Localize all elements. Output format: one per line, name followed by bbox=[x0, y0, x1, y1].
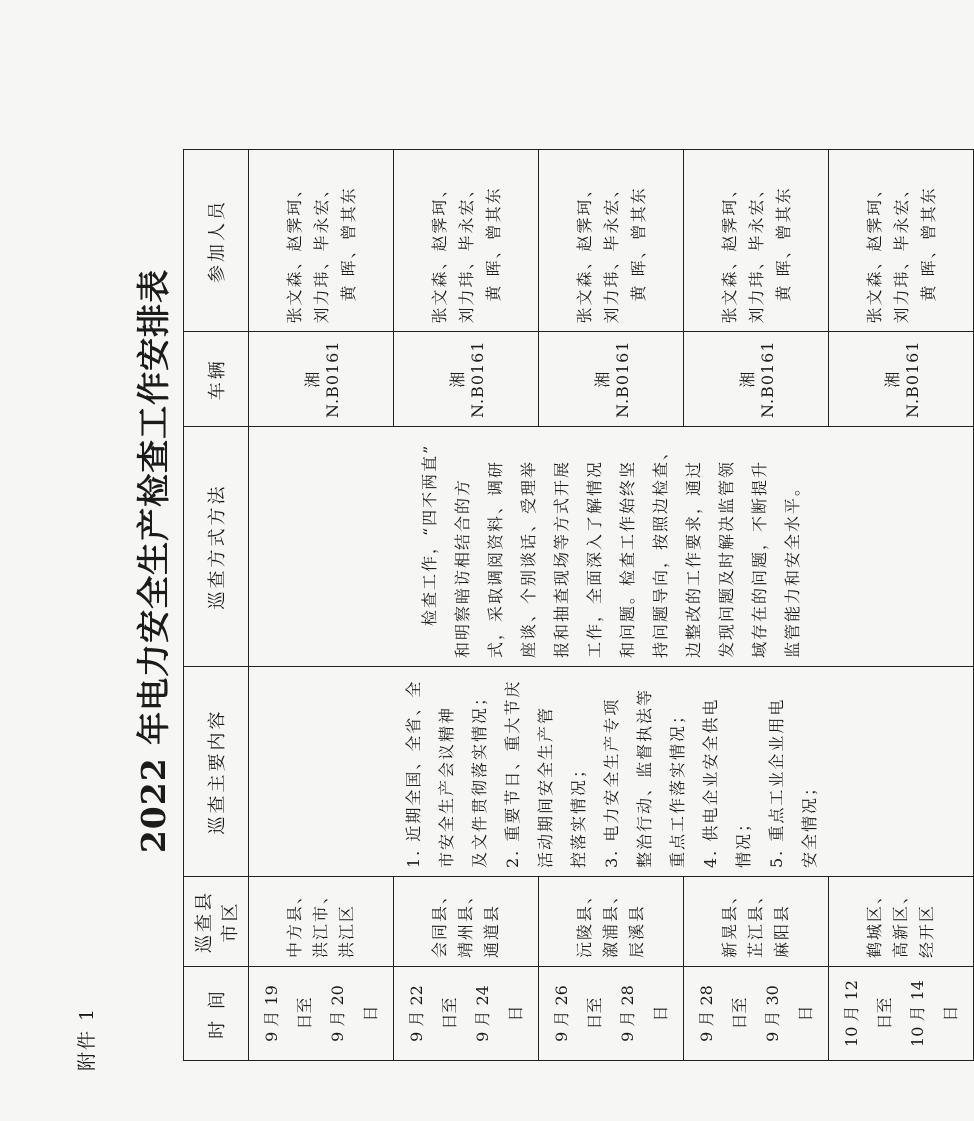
content-line: 市安全生产会议精神 bbox=[436, 705, 456, 868]
people-cell: 张文森、赵霁珂、 刘力玮、毕永宏、 黄 晖、曾其东 bbox=[684, 150, 829, 332]
vehicle-cell: 湘 N.B0161 bbox=[249, 332, 394, 427]
method-line: 域存在的问题，不断提升 bbox=[750, 459, 769, 658]
people-cell: 张文森、赵霁珂、 刘力玮、毕永宏、 黄 晖、曾其东 bbox=[394, 150, 539, 332]
inspection-method-cell bbox=[249, 427, 974, 667]
time-cell: 9 月 19 日至 9 月 20 日 bbox=[249, 967, 394, 1061]
vehicle-cell: 湘 N.B0161 bbox=[829, 332, 974, 427]
content-line: 1. 近期全国、全省、全 bbox=[403, 679, 423, 868]
area-cell: 沅陵县、溆浦县、辰溪县 bbox=[539, 877, 684, 967]
header-method: 巡查方式方法 bbox=[184, 427, 249, 667]
area-cell: 会同县、靖州县、通道县 bbox=[394, 877, 539, 967]
table-header-row bbox=[184, 150, 249, 1061]
method-line: 和明察暗访相结合的方 bbox=[453, 477, 472, 658]
method-line: 发现问题及时解决监管领 bbox=[717, 459, 736, 658]
content-line: 3. 电力安全生产专项 bbox=[601, 697, 621, 868]
time-cell: 9 月 26 日至 9 月 28 日 bbox=[539, 967, 684, 1061]
area-cell: 鹤城区、高新区、经开区 bbox=[829, 877, 974, 967]
content-line: 重点工作落实情况； bbox=[667, 705, 687, 868]
header-vehicle: 车辆 bbox=[184, 332, 249, 427]
vehicle-cell: 湘 N.B0161 bbox=[684, 332, 829, 427]
content-line: 安全情况； bbox=[799, 777, 819, 868]
vehicle-cell: 湘 N.B0161 bbox=[394, 332, 539, 427]
header-people: 参加人员 bbox=[184, 150, 249, 332]
content-line: 情况； bbox=[733, 813, 753, 868]
content-line: 及文件贯彻落实情况； bbox=[469, 687, 489, 868]
header-content: 巡查主要内容 bbox=[184, 667, 249, 877]
content-line: 2. 重要节日、重大节庆 bbox=[502, 679, 522, 868]
content-line: 控落实情况； bbox=[568, 759, 588, 868]
inspection-content-cell bbox=[249, 667, 974, 877]
method-line: 和问题。检查工作始终坚 bbox=[618, 459, 637, 658]
content-line: 4. 供电企业安全供电 bbox=[700, 697, 720, 868]
method-line: 工作，全面深入了解情况 bbox=[585, 459, 604, 658]
content-line: 整治行动、监督执法等 bbox=[634, 687, 654, 868]
time-cell: 9 月 22 日至 9 月 24 日 bbox=[394, 967, 539, 1061]
method-line: 监管能力和安全水平。 bbox=[783, 477, 802, 658]
table-row bbox=[249, 150, 394, 1061]
time-cell: 10 月 12 日至 10 月 14 日 bbox=[829, 967, 974, 1061]
method-line: 持问题导向，按照边检查、 bbox=[651, 441, 670, 658]
content-line: 5. 重点工业企业用电 bbox=[766, 697, 786, 868]
people-cell: 张文森、赵霁珂、 刘力玮、毕永宏、 黄 晖、曾其东 bbox=[829, 150, 974, 332]
page-title: 2022 年电力安全生产检查工作安排表 bbox=[134, 268, 173, 854]
content-line: 活动期间安全生产管 bbox=[535, 705, 555, 868]
method-line: 边整改的工作要求，通过 bbox=[684, 459, 703, 658]
method-line: 报和抽查现场等方式开展 bbox=[552, 459, 571, 658]
area-cell: 中方县、洪江市、洪江区 bbox=[249, 877, 394, 967]
method-line: 检查工作，“四不两直” bbox=[420, 443, 439, 626]
method-line: 座谈、个别谈话、受理举 bbox=[519, 459, 538, 658]
vehicle-cell: 湘 N.B0161 bbox=[539, 332, 684, 427]
attachment-label: 附件 1 bbox=[76, 1006, 98, 1071]
header-area: 巡查县市区 bbox=[184, 877, 249, 967]
people-cell: 张文森、赵霁珂、 刘力玮、毕永宏、 黄 晖、曾其东 bbox=[249, 150, 394, 332]
inspection-schedule-table bbox=[183, 149, 974, 1061]
time-cell: 9 月 28 日至 9 月 30 日 bbox=[684, 967, 829, 1061]
header-time: 时 间 bbox=[184, 967, 249, 1061]
people-cell: 张文森、赵霁珂、 刘力玮、毕永宏、 黄 晖、曾其东 bbox=[539, 150, 684, 332]
area-cell: 新晃县、芷江县、麻阳县 bbox=[684, 877, 829, 967]
method-line: 式，采取调阅资料、调研 bbox=[486, 459, 505, 658]
